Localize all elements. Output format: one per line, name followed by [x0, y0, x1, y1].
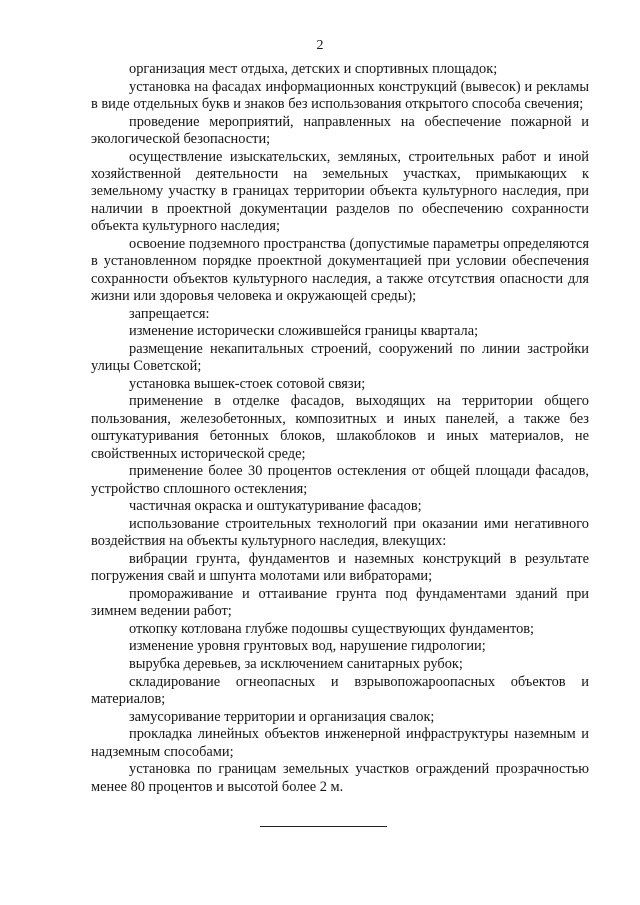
document-body [91, 61, 589, 796]
paragraph: установка вышек-стоек сотовой связи; [129, 375, 366, 392]
end-separator-line [260, 826, 387, 827]
paragraph: запрещается: [129, 305, 210, 322]
paragraph: частичная окраска и оштукатуривание фасадов; [129, 498, 422, 515]
paragraph: освоение подземного пространства (допустимые параметры определяются в установленном порядке проектной документацией при условии обеспечения сохранности объектов культурного наследия, а также отсутствия опасности для жизни или здоровья человека и окружающей среды); [91, 235, 589, 305]
paragraph: проведение мероприятий, направленных на обеспечение пожарной и экологической безопасности; [91, 113, 589, 147]
paragraph: замусоривание территории и организация свалок; [129, 708, 435, 725]
paragraph: применение в отделке фасадов, выходящих на территории общего пользования, железобетонных, композитных и иных панелей, а также без оштукатуривания бетонных блоков, шлакоблоков и иных материалов, не свойственных исторической среде; [91, 393, 589, 462]
paragraph: прокладка линейных объектов инженерной инфраструктуры наземным и надземным способами; [91, 726, 589, 760]
paragraph: промораживание и оттаивание грунта под фундаментами зданий при зимнем ведении работ; [91, 585, 589, 620]
paragraph: установка по границам земельных участков ограждений прозрачностью менее 80 процентов и высотой более 2 м. [91, 761, 589, 795]
paragraph: вырубка деревьев, за исключением санитарных рубок; [129, 656, 463, 672]
paragraph: использование строительных технологий при оказании ими негативного воздействия на объекты культурного наследия, влекущих: [91, 515, 589, 550]
paragraph: откопку котлована глубже подошвы существующих фундаментов; [129, 620, 535, 637]
paragraph: осуществление изыскательских, земляных, строительных работ и иной хозяйственной деятельности на земельных участках, примыкающих к земельному участку в границах территории объекта культурного наследия, при наличии в проектной документации разделов по обеспечению сохранности объекта культурного наследия; [91, 148, 589, 235]
paragraph: изменение исторически сложившейся границы квартала; [129, 323, 479, 340]
paragraph: изменение уровня грунтовых вод, нарушение гидрологии; [129, 638, 486, 655]
paragraph: складирование огнеопасных и взрывопожароопасных объектов и материалов; [91, 673, 589, 707]
paragraph: размещение некапитальных строений, сооружений по линии застройки улицы Советской; [91, 340, 589, 375]
paragraph: вибрации грунта, фундаментов и наземных конструкций в результате погружения свай и шпунта молотами или вибраторами; [91, 550, 589, 585]
paragraph: установка на фасадах информационных конструкций (вывесок) и рекламы в виде отдельных букв и знаков без использования открытого способа свечения; [91, 78, 589, 112]
paragraph: применение более 30 процентов остекления от общей площади фасадов, устройство сплошного остекления; [91, 463, 589, 497]
paragraph: организация мест отдыха, детских и спортивных площадок; [129, 61, 498, 77]
page-number: 2 [316, 38, 324, 53]
